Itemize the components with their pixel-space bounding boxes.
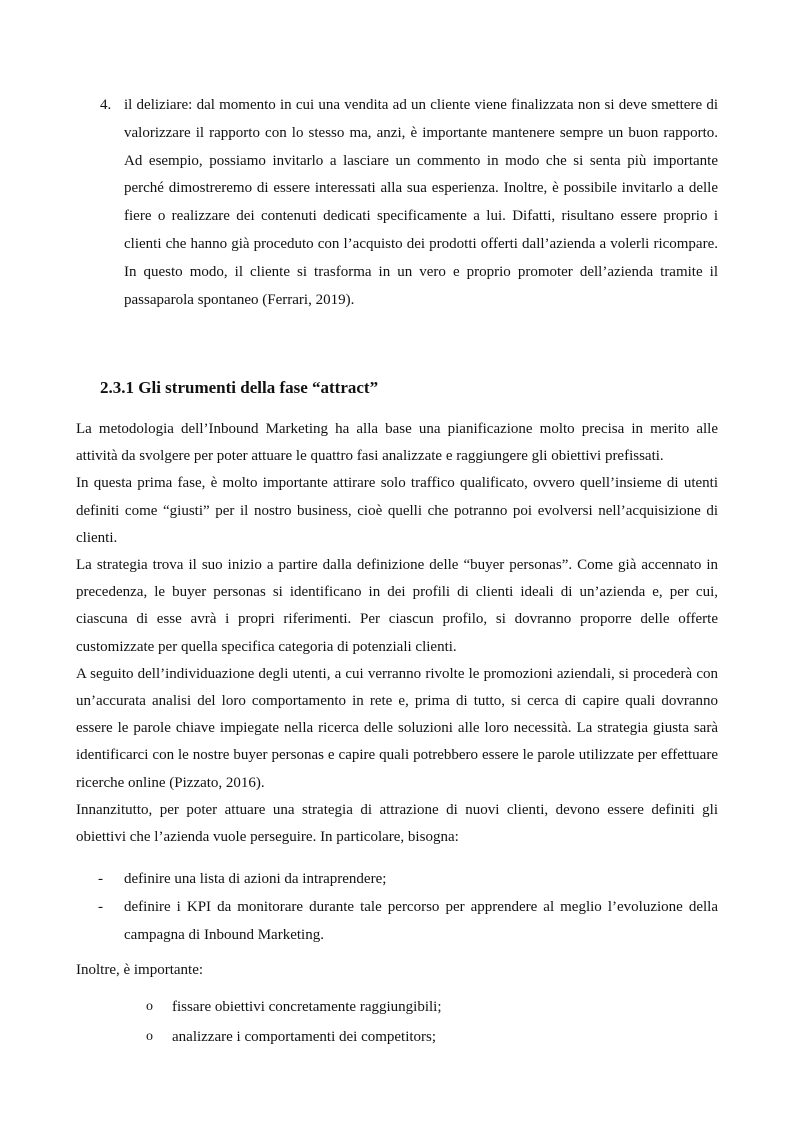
circle-bullet-icon: o: [146, 999, 153, 1014]
paragraph-moreover: Inoltre, è importante:: [76, 962, 204, 978]
dash-marker: -: [98, 898, 103, 915]
dash-marker: -: [98, 871, 103, 887]
dash-list-item: [76, 894, 718, 950]
bullet-item-text: fissare obiettivi concretamente raggiungibili;: [172, 999, 442, 1015]
list-item-number: 4.: [100, 97, 112, 113]
bullet-item-text: analizzare i comportamenti dei competitors;: [172, 1029, 437, 1045]
paragraph-first-phase: In questa prima fase, è molto importante attirare solo traffico qualificato, ovvero quell’insieme di utenti definiti come “giusti” per il nostro business, cioè quelli che potranno poi evolversi nell’acquisizione di clienti.: [76, 475, 718, 546]
paragraph-strategy: La strategia trova il suo inizio a partire dalla definizione delle “buyer personas”. Come già accennato in precedenza, le buyer personas si identificano in dei profili di clienti ideali di un’azienda e, per cui, ciascuna di esse avrà i propri riferimenti. Per ciascun profilo, si dovranno proporre delle offerte customizzate per quella specifica categoria di potenziali clienti.: [76, 557, 718, 655]
paragraph-methodology: La metodologia dell’Inbound Marketing ha alla base una pianificazione molto precisa in merito alle attività da svolgere per poter attuare le quattro fasi analizzate e raggiungere gli obiettivi prefissati.: [76, 421, 718, 465]
bullet-list-item: [146, 1022, 706, 1052]
paragraph-objectives: Innanzitutto, per poter attuare una strategia di attrazione di nuovi clienti, devono essere definiti gli obiettivi che l’azienda vuole perseguire. In particolare, bisogna:: [76, 801, 718, 846]
body-text: [76, 416, 718, 851]
paragraph-analysis: A seguito dell’individuazione degli utenti, a cui verranno rivolte le promozioni aziendali, si procederà con un’accurata analisi del loro comportamento in rete e, prima di tutto, si cerca di capire quali dovranno essere le parole chiave impiegate nella ricerca delle soluzioni alle loro necessità. La strategia giusta sarà identificarci con le nostre buyer personas e capire quali potrebbero essere le parole utilizzate per effettuare ricerche online (Pizzato, 2016).: [76, 665, 718, 791]
dash-list-item: [76, 866, 718, 894]
bullet-list: [146, 992, 706, 1052]
dash-item-text: definire i KPI da monitorare durante tale percorso per apprendere al meglio l’evoluzione della campagna di Inbound Marketing.: [124, 898, 718, 943]
dash-list: [76, 866, 718, 949]
dash-item-text: definire una lista di azioni da intraprendere;: [124, 871, 387, 887]
list-item-text: il deliziare: dal momento in cui una vendita ad un cliente viene finalizzata non si deve smettere di valorizzare il rapporto con lo stesso ma, anzi, è importante mantenere sempre un buon rapporto. Ad esempio, possiamo invitarlo a lasciare un commento in modo che si senta più importante perché dimostreremo di essere interessati alla sua esperienza. Inoltre, è possibile invitarlo a delle fiere o realizzare dei contenuti dedicati specificamente a lui. Difatti, risultano essere proprio i clienti che hanno già proceduto con l’acquisto dei prodotti offerti dall’azienda a volerli ricompare. In questo modo, il cliente si trasforma in un vero e proprio promoter dell’azienda tramite il passaparola spontaneo (Ferrari, 2019).: [124, 97, 718, 308]
circle-bullet-icon: o: [146, 1029, 153, 1044]
bullet-list-item: [146, 992, 706, 1022]
section-heading: 2.3.1 Gli strumenti della fase “attract”: [100, 378, 379, 397]
